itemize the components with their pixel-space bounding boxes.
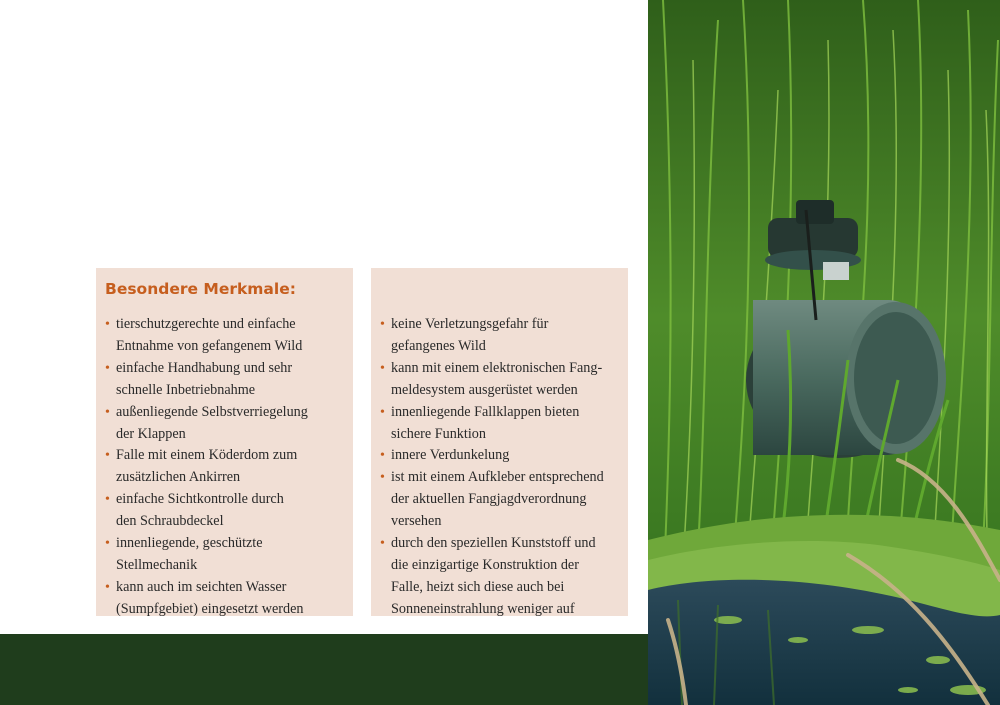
feature-item: • einfache Handhabung und sehr schnelle Inbetriebnahme [105, 358, 343, 402]
feature-item: • keine Verletzungsgefahr für gefangenes Wild [380, 314, 620, 358]
feature-item: • durch den speziellen Kunststoff und die einzigartige Konstruktion der Falle, heizt sich diese auch bei Sonneneinstrahlung weniger auf [380, 533, 620, 621]
features-box-right [371, 268, 628, 616]
features-list-left [105, 314, 343, 621]
feature-item: • kann auch im seichten Wasser (Sumpfgebiet) eingesetzt werden [105, 577, 343, 621]
feature-item: • Falle mit einem Köderdom zum zusätzlichen Ankirren [105, 445, 343, 489]
features-box-left [96, 268, 353, 616]
feature-item: • innenliegende, geschützte Stellmechanik [105, 533, 343, 577]
feature-item: • kann mit einem elektronischen Fang- meldesystem ausgerüstet werden [380, 358, 620, 402]
feature-item: • innere Verdunkelung [380, 445, 620, 467]
feature-item: • einfache Sichtkontrolle durch den Schraubdeckel [105, 489, 343, 533]
feature-item: • tierschutzgerechte und einfache Entnahme von gefangenem Wild [105, 314, 343, 358]
footer-band [0, 634, 648, 705]
feature-item: • innenliegende Fallklappen bieten sichere Funktion [380, 402, 620, 446]
features-heading: Besondere Merkmale: [105, 280, 296, 298]
photo-illustration [648, 0, 1000, 705]
feature-item: • ist mit einem Aufkleber entsprechend der aktuellen Fangjagdverordnung versehen [380, 467, 620, 533]
trap-in-grass-photo [648, 0, 1000, 705]
heading-spacer [380, 274, 620, 303]
features-list-right [380, 314, 620, 621]
feature-item: • außenliegende Selbstverriegelung der Klappen [105, 402, 343, 446]
